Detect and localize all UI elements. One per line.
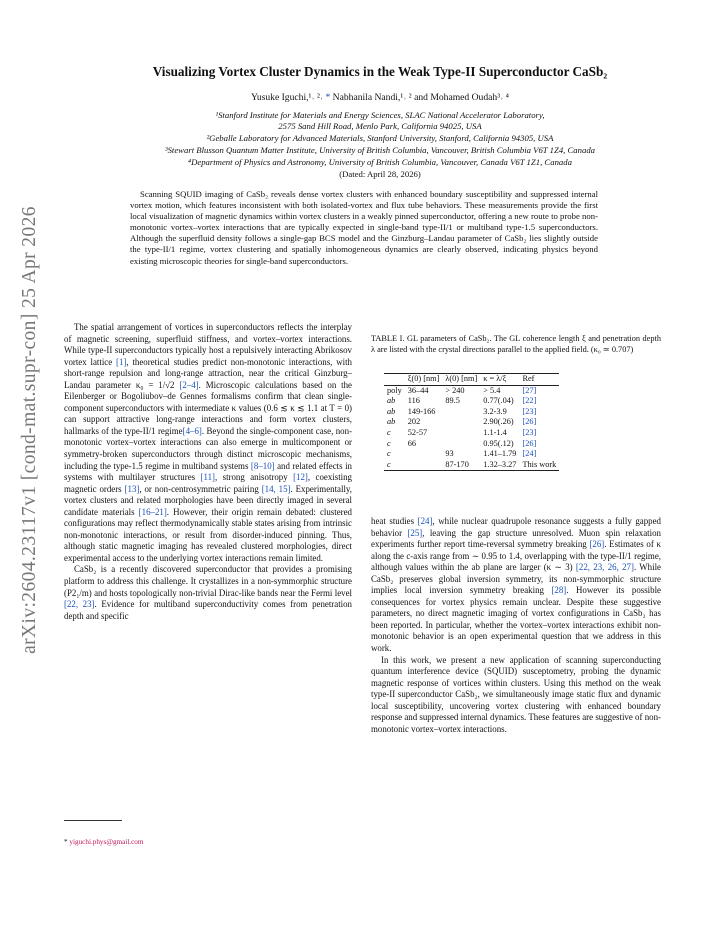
- corresponding-author-link[interactable]: *: [325, 92, 331, 103]
- table-row: [384, 428, 559, 439]
- table-row: [384, 439, 559, 450]
- table-ref-link[interactable]: [24]: [522, 449, 537, 459]
- arxiv-identifier: arXiv:2604.23117v1 [cond-mat.supr-con] 25 Apr 2026: [19, 206, 40, 654]
- table-row: [384, 407, 559, 418]
- paper-title: Visualizing Vortex Cluster Dynamics in the Weak Type-II Superconductor CaSb₂: [152, 64, 608, 79]
- table-cell-ref: This work: [519, 460, 559, 471]
- table-cell-direction: ab: [387, 406, 396, 416]
- citation-link[interactable]: [11]: [200, 472, 215, 483]
- affiliation-2: ²Geballe Laboratory for Advanced Materials, Stanford University, Stanford, California 94305, USA: [206, 133, 554, 143]
- table-ref-link[interactable]: [27]: [522, 385, 537, 395]
- table-row: [384, 385, 559, 396]
- text-run: , theoretical studies predict non-monotonic interactions, with short-range repulsion and long-range attraction, near the critical Ginzburg–Landau parameter κ₀ = 1/√2: [64, 356, 352, 390]
- header-xi: ξ(0) [nm]: [405, 374, 443, 386]
- table-cell-xi: 52-57: [407, 427, 428, 437]
- text-run: , coexisting magnetic orders: [64, 472, 352, 494]
- text-run: , strong anisotropy: [214, 472, 294, 483]
- table-cell-kappa: > 5.4: [483, 385, 501, 395]
- header-ref: Ref: [519, 374, 559, 386]
- table-header-row: [384, 374, 559, 386]
- header-direction: [384, 374, 405, 386]
- citation-link[interactable]: [28]: [551, 585, 567, 596]
- table-cell-xi: 36–44: [407, 385, 429, 395]
- text-run: . Experimentally, vortex clusters and related morphologies have been directly imaged in several candidate materials: [64, 483, 352, 517]
- citation-link[interactable]: [25]: [407, 527, 423, 538]
- author-first: Yusuke Iguchi,¹˒ ²˒: [250, 92, 326, 103]
- author-list: [60, 92, 700, 103]
- text-run: , leaving the gap structure unresolved. Muon spin relaxation experiments further report time-reversal symmetry breaking: [371, 527, 661, 550]
- table-cell-lambda: > 240: [445, 385, 465, 395]
- table-ref-link[interactable]: [23]: [522, 427, 537, 437]
- table-cell-xi: 66: [407, 438, 417, 448]
- text-run: The spatial arrangement of vortices in superconductors reflects the interplay of magnetic screening, superfluid stiffness, and vortex–vortex interactions. While type-II superconductors typically host a repulsively interacting Abrikosov vortex lattice: [64, 322, 352, 367]
- table-cell-direction: poly: [387, 385, 402, 395]
- text-run: . Evidence for multiband superconductivity comes from penetration depth and specific: [64, 599, 352, 621]
- citation-link[interactable]: [22, 23]: [64, 599, 95, 610]
- citation-link[interactable]: [22, 23, 26, 27]: [575, 562, 634, 573]
- paragraph-continued: [371, 516, 661, 655]
- citation-link[interactable]: [14, 15]: [261, 483, 291, 494]
- abstract: Scanning SQUID imaging of CaSb₂ reveals dense vortex clusters with enhanced boundary susceptibility and suppressed internal vortex motion, which features inconsistent with both isolated-vortex and flux tube behaviors. These measurements provide the first local visualization of magnetic dynamics within vortex clusters in a weakly pinned superconductor, offering a new route to probe non-monotonic vortex–vortex interactions that are typically expected in single-band type-II/1 or multiband type-1.5 superconductors. Although the superfluid density follows a single-gap BCS model and the Ginzburg–Landau parameter of CaSb₂ lies slightly outside the type-II/1 regime, vortex clustering and spatially inhomogeneous dynamics are clearly observed, indicating physics beyond existing microscopic theories for single-band superconductors.: [130, 189, 598, 266]
- affiliation-1b: 2575 Sand Hill Road, Menlo Park, California 94025, USA: [278, 121, 482, 131]
- citation-link[interactable]: [8–10]: [250, 460, 275, 471]
- table-cell-kappa: 0.77(.04): [483, 396, 514, 406]
- affiliation-3: ³Stewart Blusson Quantum Matter Institute, University of British Columbia, Vancouver, British Columbia V6T 1Z4, Canada: [164, 145, 596, 155]
- author-rest: Nabhanila Nandi,¹˒ ² and Mohamed Oudah³˒ ⁴: [330, 92, 510, 103]
- table-cell-lambda: 87-170: [442, 460, 480, 471]
- table-cell-lambda: [442, 428, 480, 439]
- header-lambda: λ(0) [nm]: [442, 374, 480, 386]
- text-run: , or non-centrosymmetric pairing: [139, 483, 262, 494]
- text-run: heat studies: [371, 516, 418, 526]
- citation-link[interactable]: [24]: [417, 516, 433, 526]
- affiliation-4: ⁴Department of Physics and Astronomy, University of British Columbia, Vancouver, Canada V6T 1Z1, Canada: [188, 157, 572, 167]
- table-cell-direction: c: [384, 460, 405, 471]
- date-line: (Dated: April 28, 2026): [339, 169, 421, 179]
- text-run: . However its possible consequences for vortex physics remain unclear. Despite these suggestive parameters, no direct magnetic imaging of vortex configurations in CaSb₂ has been reported. In particular, whether the vortex–vortex interactions exhibit non-monotonic behavior is an open experimental question that we address in this work.: [371, 585, 661, 654]
- table-ref-link[interactable]: [26]: [522, 438, 537, 448]
- footnote: [64, 838, 143, 846]
- table-ref-link[interactable]: [23]: [522, 406, 537, 416]
- right-column: [371, 516, 661, 735]
- table-cell-kappa: 1.41–1.79: [483, 449, 517, 459]
- table-cell-xi: 149-166: [407, 406, 436, 416]
- table-cell-direction: ab: [387, 396, 396, 406]
- text-run: . While CaSb₂ preserves global inversion symmetry, its non-symmorphic structure implies local inversion symmetry breaking: [371, 562, 661, 596]
- text-run: . Microscopic calculations based on the Eilenberger or Bogoliubov–de Gennes formalisms confirm that clean single-component superconductors with intermediate κ values (0.6 ≲ κ ≲ 1.1 at T = 0) can support attractive long-range interactions and form vortex clusters, hallmarks of the type-II/1 regime: [64, 379, 352, 436]
- table-cell-xi: [405, 460, 443, 471]
- table-cell-lambda: [442, 417, 480, 428]
- text-run: . However, their origin remain debated: clustered configurations may reflect thermodynamically stable states arising from intrinsic non-monotonic interactions, or result from disorder-induced pinning. Thus, although static magnetic imaging has revealed clustered morphologies, direct experimental access to the underlying vortex interactions remain limited.: [64, 506, 352, 563]
- table-cell-kappa: 1.1-1.4: [483, 427, 507, 437]
- table-cell-lambda: 93: [445, 449, 454, 459]
- table-cell-kappa: 0.95(.12): [483, 438, 514, 448]
- text-run: , while nuclear quadrupole resonance suggests a fully gapped behavior: [371, 516, 661, 538]
- footnote-mark: *: [64, 838, 68, 846]
- citation-link[interactable]: [2–4]: [179, 379, 199, 390]
- gl-parameters-table: [384, 373, 559, 471]
- table-row: [384, 460, 559, 471]
- header-kappa: κ = λ/ξ: [480, 374, 519, 386]
- table-row: [384, 396, 559, 407]
- text-run: . Estimates of κ along the c-axis range from ∼ 0.95 to 1.4, overlapping with the type-II/1 regime, although values within the ab plane are larger (κ ∼ 3): [371, 539, 662, 573]
- table-cell-xi: 202: [407, 417, 421, 427]
- table-caption: TABLE I. GL parameters of CaSb₂. The GL coherence length ξ and penetration depth λ are listed with the crystal directions parallel to the applied field. (κ₀ ≃ 0.707): [371, 334, 661, 354]
- citation-link[interactable]: [12]: [293, 472, 308, 483]
- text-run: and related effects in systems with multilayer structures: [64, 460, 352, 483]
- table-cell-direction: c: [387, 449, 391, 459]
- citation-link[interactable]: [4–6]: [182, 425, 202, 436]
- citation-link[interactable]: [13]: [124, 483, 140, 494]
- table-cell-xi: [405, 449, 443, 460]
- text-run: . Beyond the single-component case, non-monotonic vortex–vortex interactions can also emerge in multicomponent or symmetry-broken superconductors through distinct microscopic mechanisms, including the type-1.5 regime in multiband systems: [64, 425, 352, 471]
- paragraph-this-work: [371, 655, 661, 736]
- table-cell-kappa: 1.32–3.27: [480, 460, 519, 471]
- text-run: CaSb₂ is a recently discovered superconductor that provides a promising platform to address this challenge. It crystallizes in a non-symmorphic structure (P2₁/m) and hosts topologically non-trivial Dirac-like bands near the Fermi level: [64, 564, 352, 598]
- table-ref-link[interactable]: [26]: [522, 417, 537, 427]
- citation-link[interactable]: [26]: [589, 539, 605, 550]
- text-run: In this work, we present a new application of scanning superconducting quantum interference device (SQUID) susceptometry, probing the dynamic magnetic response of vortices within clusters. Using this method on the weak type-II superconductor CaSb₂, we simultaneously image static flux and dynamic local susceptibility, uncovering vortex clustering with enhanced boundary response and suppressed internal dynamics. These features are suggestive of non-monotonic vortex–vortex interactions.: [371, 654, 661, 734]
- table-ref-link[interactable]: [22]: [522, 396, 537, 406]
- table-cell-lambda: [442, 407, 480, 418]
- affiliation-1a: ¹Stanford Institute for Materials and Energy Sciences, SLAC National Accelerator Laboratory,: [215, 110, 545, 120]
- arxiv-sidebar-stamp: [10, 205, 50, 655]
- email-link[interactable]: yiguchi.phys@gmail.com: [69, 838, 144, 846]
- citation-link[interactable]: [16–21]: [138, 506, 167, 517]
- table-row: [384, 417, 559, 428]
- table-cell-direction: c: [387, 427, 391, 437]
- table-cell-direction: ab: [387, 417, 396, 427]
- table-body: [384, 385, 559, 471]
- footnote-rule: [64, 820, 122, 821]
- table-cell-lambda: [442, 439, 480, 450]
- left-column: [64, 322, 352, 622]
- paragraph-casb2: [64, 564, 352, 622]
- table-cell-xi: 116: [407, 396, 420, 406]
- table-row: [384, 449, 559, 460]
- table-cell-lambda: 89.5: [445, 396, 460, 406]
- table-cell-kappa: 2.90(.26): [483, 417, 514, 427]
- paragraph-intro: [64, 322, 352, 564]
- table-cell-kappa: 3.2-3.9: [483, 406, 507, 416]
- citation-link[interactable]: [1]: [116, 356, 127, 367]
- table-cell-direction: c: [387, 438, 391, 448]
